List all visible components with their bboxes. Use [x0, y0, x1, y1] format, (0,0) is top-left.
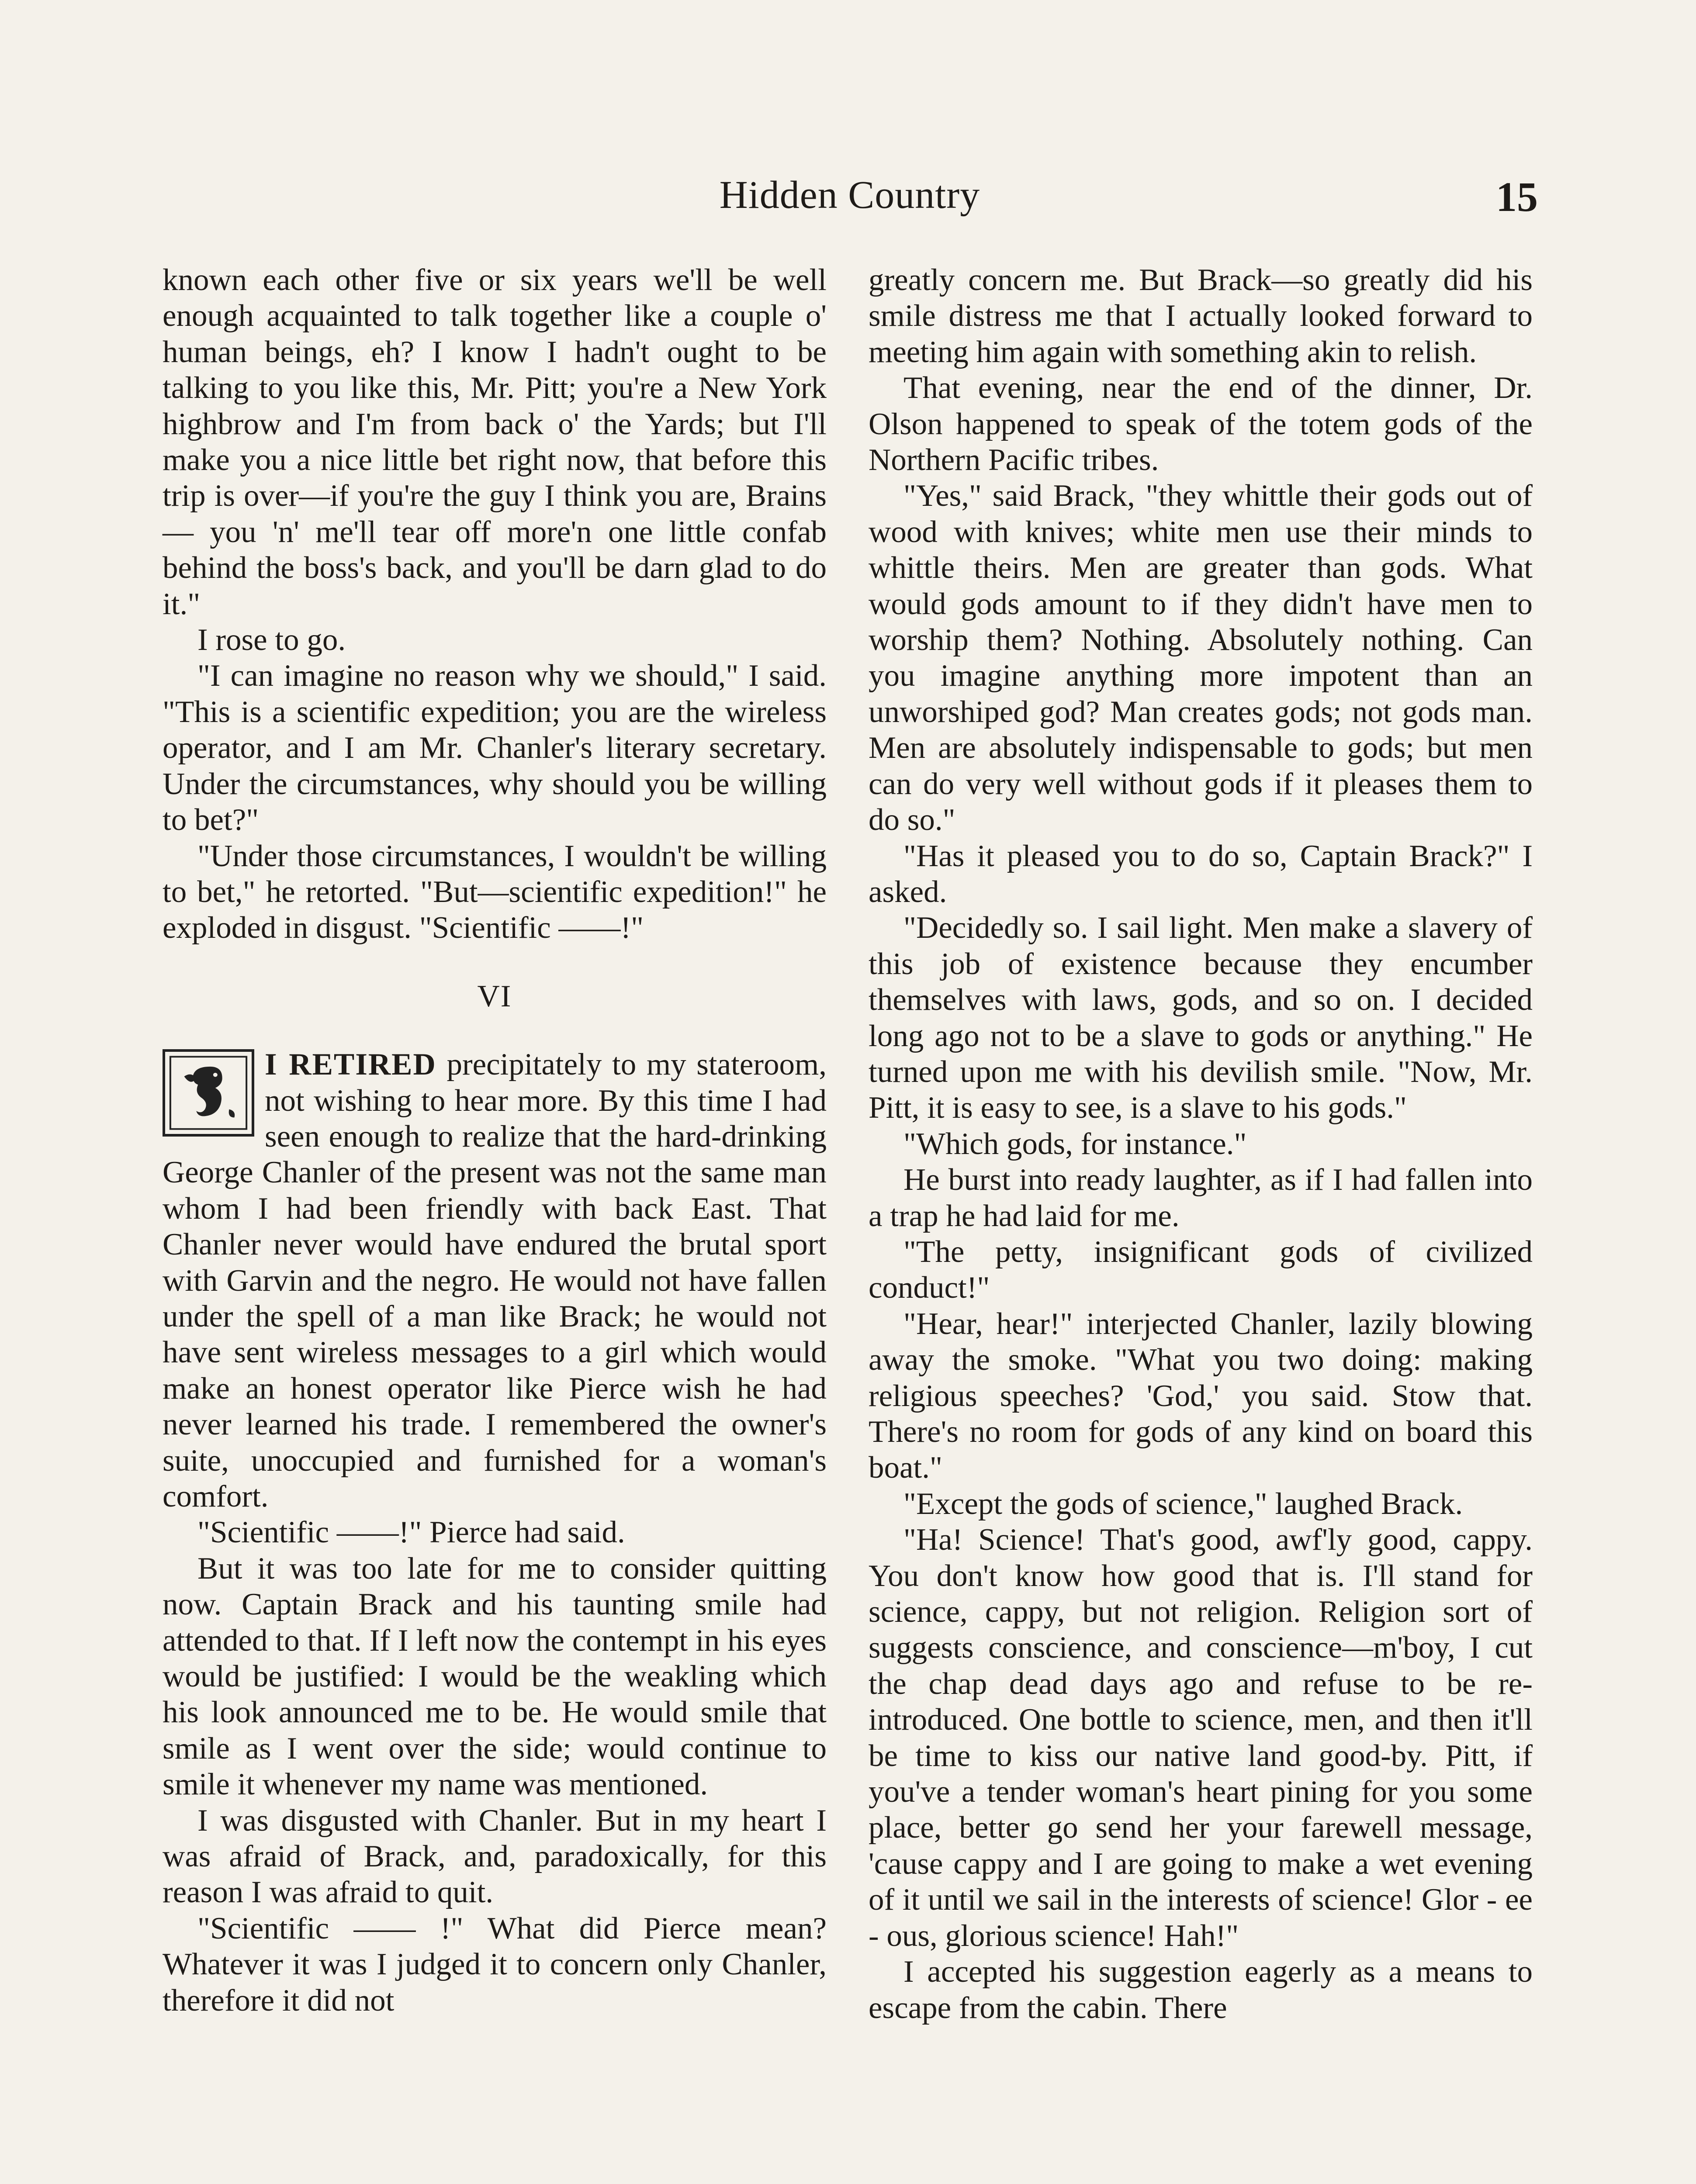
paragraph: "Yes," said Brack, "they whittle their gods out of wood with knives; white men use their minds to whittle theirs. Men are greater than gods. What would gods amount to if they didn't have men to worship them? Nothing. Absolutely nothing. Can you imagine anything more impotent than an unworshiped god? Man creates gods; not gods man. Men are absolutely indispensable to gods; but men can do very well without gods if it pleases them to do so." [869, 479, 1533, 837]
paragraph: "Decidedly so. I sail light. Men make a slavery of this job of existence because they encumber themselves with laws, gods, and so on. I decided long ago not to be a slave to gods or anything." He turned upon me with his devilish smile. "Now, Mr. Pitt, it is easy to see, is a slave to his gods." [869, 911, 1533, 1125]
paragraph: "Under those circumstances, I wouldn't be willing to bet," he retorted. "But—scientific expedition!" he exploded in disgust. "Scientific ——!" [163, 839, 827, 945]
section-number: VI [477, 979, 512, 1013]
paragraph: greatly concern me. But Brack—so greatly did his smile distress me that I actually looked forward to meeting him again with something akin to relish. [869, 263, 1533, 369]
paragraph: "I can imagine no reason why we should," I said. "This is a scientific expedition; you are the wireless operator, and I am Mr. Chanler's literary secretary. Under the circumstances, why should you be willing to bet?" [163, 659, 827, 837]
paragraph: I accepted his suggestion eagerly as a means to escape from the cabin. There [869, 1955, 1533, 2025]
running-head-title: Hidden Country [719, 173, 980, 217]
paragraph: "Ha! Science! That's good, awf'ly good, cappy. You don't know how good that is. I'll stand for science, cappy, but not religion. Religion sort of suggests conscience, and conscience—m'boy, I cut the chap dead days ago and refuse to be re-introduced. One bottle to science, men, and then it'll be time to kiss our native land good-by. Pitt, if you've a tender woman's heart pining for you some place, better go send her your farewell message, 'cause cappy and I are going to make a wet evening of it until we sail in the interests of science! Glor - ee - ous, glorious science! Hah!" [869, 1523, 1533, 1953]
paragraph: "Has it pleased you to do so, Captain Brack?" I asked. [869, 839, 1533, 909]
chapter-first-paragraph [163, 1047, 827, 1514]
paragraph: That evening, near the end of the dinner, Dr. Olson happened to speak of the totem gods of the Northern Pacific tribes. [869, 371, 1533, 477]
paragraph: He burst into ready laughter, as if I had fallen into a trap he had laid for me. [869, 1163, 1533, 1233]
left-column [163, 262, 827, 2018]
paragraph: "Scientific —— !" What did Pierce mean? Whatever it was I judged it to concern only Chanler, therefore it did not [163, 1911, 827, 2018]
first-paragraph-text: precipitately to my stateroom, not wishing to hear more. By this time I had seen enough to realize that the hard-drinking George Chanler of the present was not the same man whom I had been friendly with back East. That Chanler never would have endured the brutal sport with Garvin and the negro. He would not have fallen under the spell of a man like Brack; he would not have sent wireless messages to a girl which would make an honest operator like Pierce wish he had never learned his trade. I remembered the owner's suite, unoccupied and furnished for a woman's comfort. [163, 1047, 827, 1514]
running-head [162, 173, 1538, 234]
right-column [869, 262, 1533, 2026]
paragraph: "Scientific ——!" Pierce had said. [197, 1515, 625, 1550]
chapter-opening [163, 1047, 827, 1514]
paragraph: "Hear, hear!" interjected Chanler, lazily blowing away the smoke. "What you two doing: making religious speeches? 'God,' you said. Stow that. There's no room for gods of any kind on board this boat." [869, 1306, 1533, 1485]
paragraph: I was disgusted with Chanler. But in my heart I was afraid of Brack, and, paradoxically, for this reason I was afraid to quit. [163, 1803, 827, 1910]
paragraph: "Which gods, for instance." [903, 1127, 1247, 1161]
paragraph: known each other five or six years we'll be well enough acquainted to talk together like a couple o' human beings, eh? I know I hadn't ought to be talking to you like this, Mr. Pitt; you're a New York highbrow and I'm from back o' the Yards; but I'll make you a nice little bet right now, that before this trip is over—if you're the guy I think you are, Brains — you 'n' me'll tear off more'n one little confab behind the boss's back, and you'll be darn glad to do it." [163, 263, 827, 621]
seahorse-ornament-icon [163, 1049, 254, 1137]
paragraph: I rose to go. [197, 623, 346, 657]
paragraph: But it was too late for me to consider quitting now. Captain Brack and his taunting smile had attended to that. If I left now the contempt in his eyes would be justified: I would be the weakling which his look announced me to be. He would smile that smile as I went over the side; would continue to smile it whenever my name was mentioned. [163, 1551, 827, 1802]
first-word: I RETIRED [265, 1047, 436, 1082]
paragraph: "Except the gods of science," laughed Brack. [903, 1486, 1463, 1521]
paragraph: "The petty, insignificant gods of civilized conduct!" [869, 1234, 1533, 1305]
page-number: 15 [1496, 173, 1538, 220]
